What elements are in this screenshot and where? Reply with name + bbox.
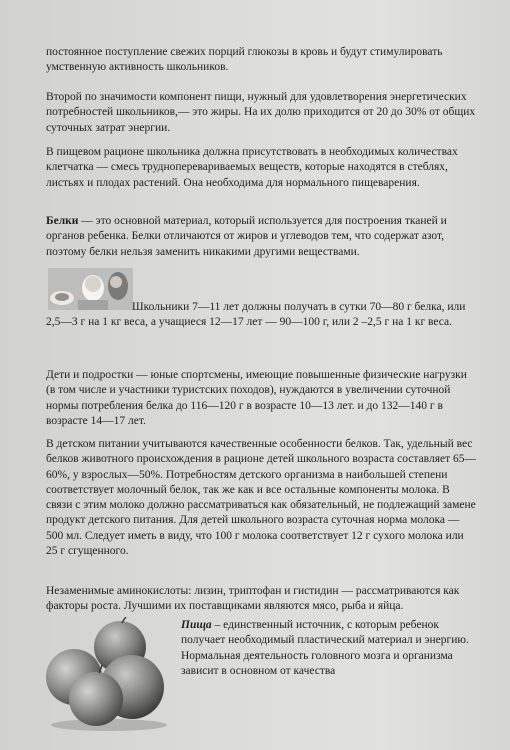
paragraph-amino-acids: Незаменимые аминокислоты: лизин, триптофан и гистидин — рассматриваются как факторы роста. Лучшими их поставщиками являются мясо, рыба и яйца. (46, 585, 460, 613)
pishcha-definition: – единственный источник, с которым ребенок получает необходимый пластический материал и энергию. Нормальная деятельность головного мозга и организма зависит в основном от качества (181, 619, 469, 677)
apples-photo (44, 617, 174, 732)
paragraph-milk: В детском питании учитываются качественные особенности белков. Так, удельный вес белков животного происхождения в рационе детей школьного возраста составляет 65—60%, у взрослых—50%. Потребностям детского организма в наибольшей степени соответствует молочный белок, так же как и все остальные компоненты молока. В связи с этим молоко должно рассматриваться как обязательный, не подлежащий замене продукт детского питания. Для детей школьного возраста суточная норма молока — 500 мл. Следует иметь в виду, что 100 г молока соответствует 12 г сухого молока или 25 г сгущенного. (46, 438, 476, 558)
proteins-definition: — это основной материал, который используется для построения тканей и органов ребенка. Белки отличаются от жиров и углеводов тем, что содержат азот, поэтому белки нельзя заменить никакими другими веществами. (46, 215, 447, 258)
apples-image (44, 617, 174, 732)
paragraph-fiber: В пищевом рационе школьника должна присутствовать в необходимых количествах клетчатка — смесь трудноперевариваемых веществ, которые находятся в стеблях, листьях и плодах растений. Она необходима для нормального пищеварения. (46, 146, 458, 189)
paragraph-proteins (46, 214, 478, 260)
paragraph-fats: Второй по значимости компонент пищи, нужный для удовлетворения энергетических потребностей школьников,— это жиры. На их долю приходится от 20 до 30% от общих суточных затрат энергии. (46, 91, 476, 134)
paragraph-athletes: Дети и подростки — юные спортсмены, имеющие повышенные физические нагрузки (в том числе и участники туристских походов), нуждаются в увеличении суточной нормы потребления белка до 116—120 г в возрасте 10—13 лет. и до 132—140 г в возрасте 14—17 лет. (46, 369, 467, 427)
proteins-term: Белки (46, 215, 79, 227)
paragraph-pishcha (181, 618, 481, 679)
pishcha-term: Пища (181, 619, 212, 631)
paragraph-protein-intake: Школьники 7—11 лет должны получать в сутки 70—80 г белка, или 2,5—3 г на 1 кг веса, а учащиеся 12—17 лет — 90—100 г, или 2 –2,5 г на 1 кг веса. (46, 301, 466, 329)
paragraph-glucose: постоянное поступление свежих порций глюкозы в кровь и будут стимулировать умственную активность школьников. (46, 46, 443, 74)
